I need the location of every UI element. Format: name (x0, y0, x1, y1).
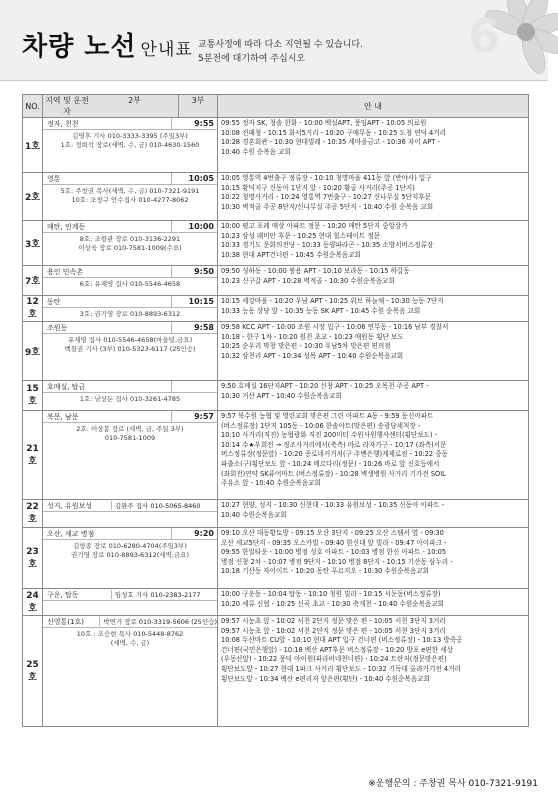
route-time: 9:20 (171, 528, 217, 539)
route-driver-inline: 박연기 장로 010-3319-5606 (25인승) (99, 617, 217, 626)
notice-line-1: 교통사정에 따라 다소 지연될 수 있습니다. (198, 40, 363, 50)
route-number: 2호 (23, 173, 43, 221)
route-drivers: 1호: 남상돈 집사 010-3261-4785 (79, 395, 181, 403)
route-number: 25호 (23, 616, 43, 727)
route-time: 9:50 (171, 266, 217, 277)
route-drivers: 10호 : 조승현 목사 010-5448-8762 (세벽, 수, 금) (76, 630, 184, 647)
route-stops-cell (218, 589, 529, 616)
table-row (23, 381, 529, 411)
route-time: 9:57 (171, 411, 217, 422)
title-main: 차량 노선 (22, 32, 137, 62)
route-number: 9호 (23, 322, 43, 381)
route-number: 23호 (23, 528, 43, 589)
route-stops: 10:00 구운동 - 10:04 탑동 - 10:10 청원 빌라 - 10:15 서둔동(버스정류장) 10:20 세류 신협 - 10:25 신곡 초교 - 10:30 축개천 - 10:40 수원순복음교회 (221, 590, 444, 608)
column-guide: 안 내 (218, 95, 529, 118)
route-stops: 10:00 평고 포레 매상 아파트 정문 - 10:20 매탄 5단지 중앙상가 10:23 삼성 래미안 후문 - 10:25 현대 힐스테이트 정문 10:33 경기도 문화의전당 - 10:33 동양파라곤 - 10:35 소방서버스정류장 10:38 현대 APT건너편 - 10:45 수원순복음교회 (221, 222, 434, 259)
route-number: 24호 (23, 589, 43, 616)
table-row (23, 266, 529, 296)
route-stops: 9:57 북수원 농협 및 영린교회 맞은편 그린 아파트 A동 - 9:59 동신아파트 (버스정류장) 1단지 105동 - 10:06 한솔아트(맞은편) 송광당세척장 - 10:10 사거리(직진) 농협광화 직진 200미터 수원사원행사센터(횡단보도) - 10:14 수★우회전 → 정조사거리에서(축측) 바로 라자가구 - 10:17 (좌측)서문 버스정류장(정문앞) - 10:20 종로네커거치(구 주벤은행)계제로점 - 10:22 중동 파출소(구)횡단보도 앞 - 10:24 메르다리(정문) - 10:26 바로 앞 신호등에서 (좌회전)연약 SK퓨어마트 (버스정류장) - 10:28 벽생병원 사거리 기가전 SOIL 주유소 앞 - 10:40 수원순복음교회 (221, 412, 448, 488)
route-area-cell (43, 528, 218, 589)
route-drivers: 3호: 권기영 장로 010-8893-6312 (79, 310, 181, 318)
route-time: 9:58 (171, 322, 217, 333)
area-time-row (43, 381, 217, 393)
route-stops-cell (218, 266, 529, 296)
page-title (22, 26, 193, 63)
route-drivers: 김항종 장로 010-6280-4704(주일3부) 권기영 장로 010-8893-6312(세벽,금요) (71, 542, 189, 559)
route-area: 호매실, 탑금 (47, 382, 86, 391)
route-stops-cell (218, 411, 529, 500)
area-time-row (43, 322, 217, 334)
route-drivers: 8호: 조항관 장로 010-3136-2291 이상욱 장로 010-7581-1009(수요) (78, 235, 182, 252)
route-stops: 10:05 영통역 4번출구 정류장 - 10:10 청명마을 411동 앞 (반야사) 입구 10:15 황덕지구 신동아 1단지 앞 - 10:20 황골 사거리(주공 1단지) 10:22 청명사거리 - 10:24 영통역 7번출구 - 10:27 신나무실 5단지후문 10:30 벽적골 주공 8단지/신나무실 주공 5단지 - 10:40 수원 순복음 교회 (221, 174, 434, 211)
table-row (23, 589, 529, 616)
area-time-row (43, 221, 217, 233)
route-area: 북문, 남문 (47, 412, 79, 421)
route-stops-cell (218, 118, 529, 173)
flower-decoration-icon (438, 0, 558, 92)
route-area: 오산, 세교 병점 (47, 529, 95, 538)
route-drivers (43, 512, 217, 516)
table-header-row (23, 95, 529, 118)
table-row (23, 173, 529, 221)
route-number: 15호 (23, 381, 43, 411)
route-stops-cell (218, 616, 529, 727)
route-area: 정자, 천천 (47, 119, 79, 128)
route-stops: 09:10 오산 대동황토방 - 09:15 오산 3단지 - 09:25 오산 스탬서 옆 - 09:30 오산 세교5단지 - 09:35 오스카빌 - 09:40 한신대 앞 빌라 - 09:47 아이파크 - 09:55 한일타운 - 10:00 병점 성호 아파트 - 10:03 병점 한신 아파트 - 10:05 병점 신창 2차 - 10:07 병점 9단지 - 10:10 병점 8단지 - 10:15 기산동 삼누리 - 10:18 기산동 자이이트 - 10:20 동탄 푸르지오 - 10:30 수원순복음교회 (221, 529, 453, 576)
route-area-cell (43, 500, 218, 528)
route-time: 10:05 (171, 173, 217, 184)
route-area: 매탄, 인계동 (47, 222, 86, 231)
route-number: 21호 (23, 411, 43, 500)
route-area-cell (43, 266, 218, 296)
svg-text:6: 6 (468, 9, 501, 63)
route-stops-cell (218, 322, 529, 381)
column-area-label: 지역 및 운전자 (45, 96, 89, 116)
route-stops: 10:15 세강마을 - 10:20 우남 APT - 10:25 위브 하늘채 - 10:30 능동 7단지 10:33 능동 상당 앞 - 10:35 능동 SK APT - 10:45 수원 순복음 교회 (221, 297, 444, 315)
route-time (171, 381, 217, 392)
route-driver-inline: 임성호 기사 010-2383-2177 (111, 590, 217, 599)
route-stops-cell (218, 381, 529, 411)
route-time: 10:00 (171, 221, 217, 232)
route-drivers: 6호: 유제영 집사 010-5546-4658 (79, 280, 181, 288)
route-drivers: 김영후 기사 010-3333-3395 (주일3부) 1호: 정희석 장로(세벽, 수, 금) 010-4630-1560 (60, 132, 200, 149)
column-second: 2부 (128, 96, 141, 105)
route-area-cell (43, 221, 218, 266)
area-time-row (43, 266, 217, 278)
contact-footer: ※운행문의 : 주창권 목사 010-7321-9191 (368, 779, 538, 789)
route-stops: 09:55 정자 SK, 청솔 한화 - 10:00 백설APT, 풍임APT - 10:05 의료원 10:08 전패청 - 10:15 화서5거리 - 10:20 구매무동 - 10:25 도청 연덕 4거리 10:28 경혼회관 - 10:30 현대빌레 - 10:35 세마을금고 - 10:36 자이 APT - 10:40 수원 순복음 교회 (221, 119, 446, 156)
route-stops: 9:50 호매실 16단지APT - 10:20 신창 APT - 10:25 오목천 주공 APT - 10:30 거산 APT - 10:40 수원순복음교회 (221, 382, 429, 400)
route-stops-cell (218, 221, 529, 266)
route-area: 영통 (47, 174, 61, 183)
route-number: 7호 (23, 266, 43, 296)
route-area: 성지, 유원보성 (47, 501, 93, 510)
table-row (23, 322, 529, 381)
route-area-cell (43, 118, 218, 173)
route-stops: 09:57 시농초 앞 - 10:02 서천 2단지 정문 맞은 편 - 10:05 서천 3단지 3거리 09:57 시농초 앞 - 10:02 서천 2단지 정문 맞은 편 - 10:05 서천 3단지 3거리 10:08 두산마트 CU앞 - 10:10 현대 APT 입구 건너편 (버스정류장) - 10:13 방죽공 건너편(국민은행앞) - 10:18 백산 APT후문 버스정류장 - 10:20 방포 e편한 세상 (우동산앞) - 10:22 풍덕 아이원(파라비네천너편) - 10:24 트란저(정문맞은편) 횡단보도앞 - 10:27 현대 1파크 사거리 횡단보도 - 10:32 기독대 올라가기전 4거리 횡단보도앞 - 10:34 백산 e편리저 앞은편(횡단) - 10:40 수원순복음교회 (221, 617, 463, 683)
route-stops: 10:27 현양, 성지 - 10:30 신현대 - 10:33 유원보성 - 10:35 신동아 아파트 - 10:40 수원순복음교회 (221, 501, 445, 519)
route-number: 22호 (23, 500, 43, 528)
route-area-cell (43, 173, 218, 221)
route-area-cell (43, 616, 218, 727)
table-row (23, 528, 529, 589)
table-row (23, 118, 529, 173)
notice-line-2: 5분전에 대기하여 주십시오 (198, 54, 306, 64)
route-stops-cell (218, 173, 529, 221)
route-drivers: 유제영 집사 010-5546-4658(마을덜,금요) 백칠권 기사 (3부) 010-5323-6117 (25인승) (64, 336, 196, 353)
route-drivers: 5호: 주창권 목사(세벽, 수, 금) 010-7321-9191 10호: 조창구 안수집사 010-4277-8062 (60, 187, 200, 204)
route-body (23, 118, 529, 727)
route-area: 조원동 (47, 323, 68, 332)
area-time-row (43, 296, 217, 308)
route-area-cell (43, 296, 218, 322)
column-area (43, 95, 218, 118)
route-area-cell (43, 322, 218, 381)
route-drivers (43, 601, 217, 605)
table-row (23, 411, 529, 500)
route-area: 신영통(1호) (47, 617, 84, 626)
route-area-cell (43, 589, 218, 616)
area-time-row (43, 411, 217, 423)
route-area: 용인 민속촌 (47, 267, 84, 276)
table-row (23, 616, 529, 727)
route-stops-cell (218, 528, 529, 589)
route-table (22, 94, 529, 727)
route-area-cell (43, 381, 218, 411)
route-stops-cell (218, 296, 529, 322)
route-number: 12호 (23, 296, 43, 322)
route-stops: 09:50 성하동 - 10:00 쌍용 APT - 10:10 보라동 - 10:15 하갈동 10:23 신구갈 APT - 10:28 벽적골 - 10:30 수원순복음교회 (221, 267, 410, 285)
route-time: 9:55 (171, 118, 217, 129)
route-number: 3호 (23, 221, 43, 266)
column-no: NO. (23, 95, 43, 118)
table-row (23, 221, 529, 266)
notice-text (198, 38, 363, 66)
route-area: 구운, 탑동 (47, 590, 79, 599)
title-sub: 안내표 (140, 40, 193, 60)
route-area: 동탄 (47, 297, 61, 306)
route-number: 1호 (23, 118, 43, 173)
route-driver-inline: 김완주 집사 010-5065-8460 (111, 501, 217, 510)
area-time-row (43, 589, 217, 601)
area-time-row (43, 528, 217, 540)
route-drivers: 2호: 이상봉 장로 (세벽, 금, 주일 3부) 010-7581-1009 (76, 425, 184, 442)
area-time-row (43, 500, 217, 512)
table-row (23, 296, 529, 322)
column-third: 3부 (178, 95, 217, 117)
route-time: 10:15 (171, 296, 217, 307)
route-area-cell (43, 411, 218, 500)
table-row (23, 500, 529, 528)
route-stops-cell (218, 500, 529, 528)
area-time-row (43, 118, 217, 130)
area-time-row (43, 616, 217, 628)
route-stops: 09:58 KCC APT - 10:00 조원 시장 입구 - 10:06 연무동 - 10:16 남부 경찰서 10:18 - 한구 1차 - 10:20 원천 초교 - 10:23 매원동 횡단 보도 10:25 순우리 막창 맞은편 - 10:30 우남5차 맞은편 편의점 10:32 삼천리 APT - 10:34 성목 APT - 10:40 수원순복음교회 (221, 323, 449, 360)
page-header (0, 0, 548, 81)
area-time-row (43, 173, 217, 185)
